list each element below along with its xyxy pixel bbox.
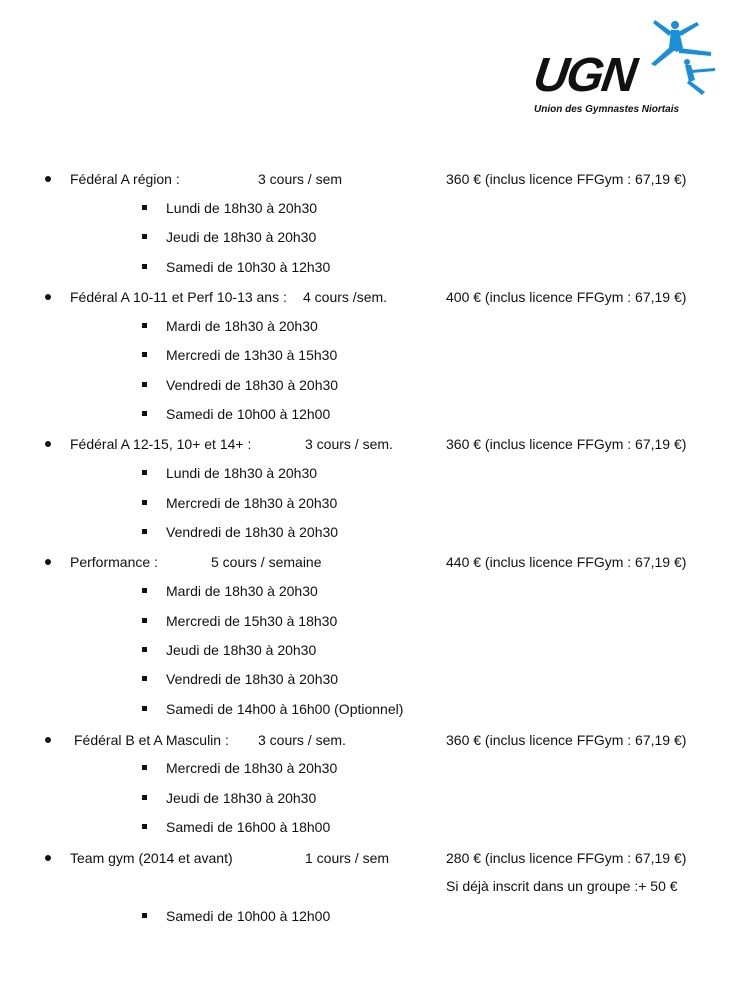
bullet-icon: [45, 441, 51, 447]
schedule-item: Samedi de 14h00 à 16h00 (Optionnel): [166, 701, 404, 717]
schedule-item: Mercredi de 18h30 à 20h30: [166, 495, 338, 511]
square-bullet-icon: [142, 382, 147, 387]
schedule-item: Samedi de 10h00 à 12h00: [166, 908, 331, 924]
ugn-logo: [530, 18, 725, 118]
bullet-icon: [45, 737, 51, 743]
group-name: Fédéral A 12-15, 10+ et 14+ :: [70, 436, 252, 452]
group-name: Performance :: [70, 554, 158, 570]
bullet-icon: [45, 855, 51, 861]
schedule-item: Jeudi de 18h30 à 20h30: [166, 642, 317, 658]
schedule-item: Samedi de 16h00 à 18h00: [166, 819, 331, 835]
schedule-item: Vendredi de 18h30 à 20h30: [166, 524, 339, 540]
group-price: 280 € (inclus licence FFGym : 67,19 €): [446, 850, 687, 866]
group-name: Fédéral A 10-11 et Perf 10-13 ans :: [70, 289, 287, 305]
square-bullet-icon: [142, 824, 147, 829]
logo-wordmark: UGN: [530, 49, 639, 102]
schedule-item: Samedi de 10h30 à 12h30: [166, 259, 331, 275]
group-name: Team gym (2014 et avant): [70, 850, 233, 866]
group-sessions: 5 cours / semaine: [211, 554, 322, 570]
square-bullet-icon: [142, 205, 147, 210]
schedule-item: Lundi de 18h30 à 20h30: [166, 465, 318, 481]
group-name: Fédéral B et A Masculin :: [74, 732, 229, 748]
square-bullet-icon: [142, 323, 147, 328]
bullet-icon: [45, 176, 51, 182]
square-bullet-icon: [142, 264, 147, 269]
square-bullet-icon: [142, 411, 147, 416]
schedule-item: Lundi de 18h30 à 20h30: [166, 200, 318, 216]
group-sessions: 4 cours /sem.: [303, 289, 388, 305]
square-bullet-icon: [142, 913, 147, 918]
group-price: 360 € (inclus licence FFGym : 67,19 €): [446, 436, 687, 452]
schedule-item: Jeudi de 18h30 à 20h30: [166, 229, 317, 245]
square-bullet-icon: [142, 234, 147, 239]
square-bullet-icon: [142, 706, 147, 711]
group-name: Fédéral A région :: [70, 171, 180, 187]
schedule-item: Mercredi de 18h30 à 20h30: [166, 760, 338, 776]
group-sessions: 1 cours / sem: [305, 850, 390, 866]
schedule-item: Mardi de 18h30 à 20h30: [166, 318, 318, 334]
schedule-item: Vendredi de 18h30 à 20h30: [166, 671, 339, 687]
square-bullet-icon: [142, 500, 147, 505]
group-price: 440 € (inclus licence FFGym : 67,19 €): [446, 554, 687, 570]
bullet-icon: [45, 559, 51, 565]
logo-subtitle: Union des Gymnastes Niortais: [534, 104, 680, 115]
schedule-item: Mercredi de 13h30 à 15h30: [166, 347, 338, 363]
group-sessions: 3 cours / sem: [258, 171, 343, 187]
group-price: 400 € (inclus licence FFGym : 67,19 €): [446, 289, 687, 305]
schedule-item: Jeudi de 18h30 à 20h30: [166, 790, 317, 806]
square-bullet-icon: [142, 470, 147, 475]
square-bullet-icon: [142, 765, 147, 770]
group-sessions: 3 cours / sem.: [258, 732, 346, 748]
square-bullet-icon: [142, 529, 147, 534]
bullet-icon: [45, 294, 51, 300]
square-bullet-icon: [142, 647, 147, 652]
group-price: 360 € (inclus licence FFGym : 67,19 €): [446, 171, 687, 187]
schedule-item: Mercredi de 15h30 à 18h30: [166, 613, 338, 629]
schedule-item: Vendredi de 18h30 à 20h30: [166, 377, 339, 393]
square-bullet-icon: [142, 795, 147, 800]
square-bullet-icon: [142, 588, 147, 593]
group-sessions: 3 cours / sem.: [305, 436, 393, 452]
square-bullet-icon: [142, 352, 147, 357]
square-bullet-icon: [142, 676, 147, 681]
schedule-item: Mardi de 18h30 à 20h30: [166, 583, 318, 599]
group-price: 360 € (inclus licence FFGym : 67,19 €): [446, 732, 687, 748]
group-price-note: Si déjà inscrit dans un groupe :+ 50 €: [446, 878, 678, 894]
gymnast-figure-icon: [625, 18, 725, 98]
schedule-item: Samedi de 10h00 à 12h00: [166, 406, 331, 422]
square-bullet-icon: [142, 618, 147, 623]
